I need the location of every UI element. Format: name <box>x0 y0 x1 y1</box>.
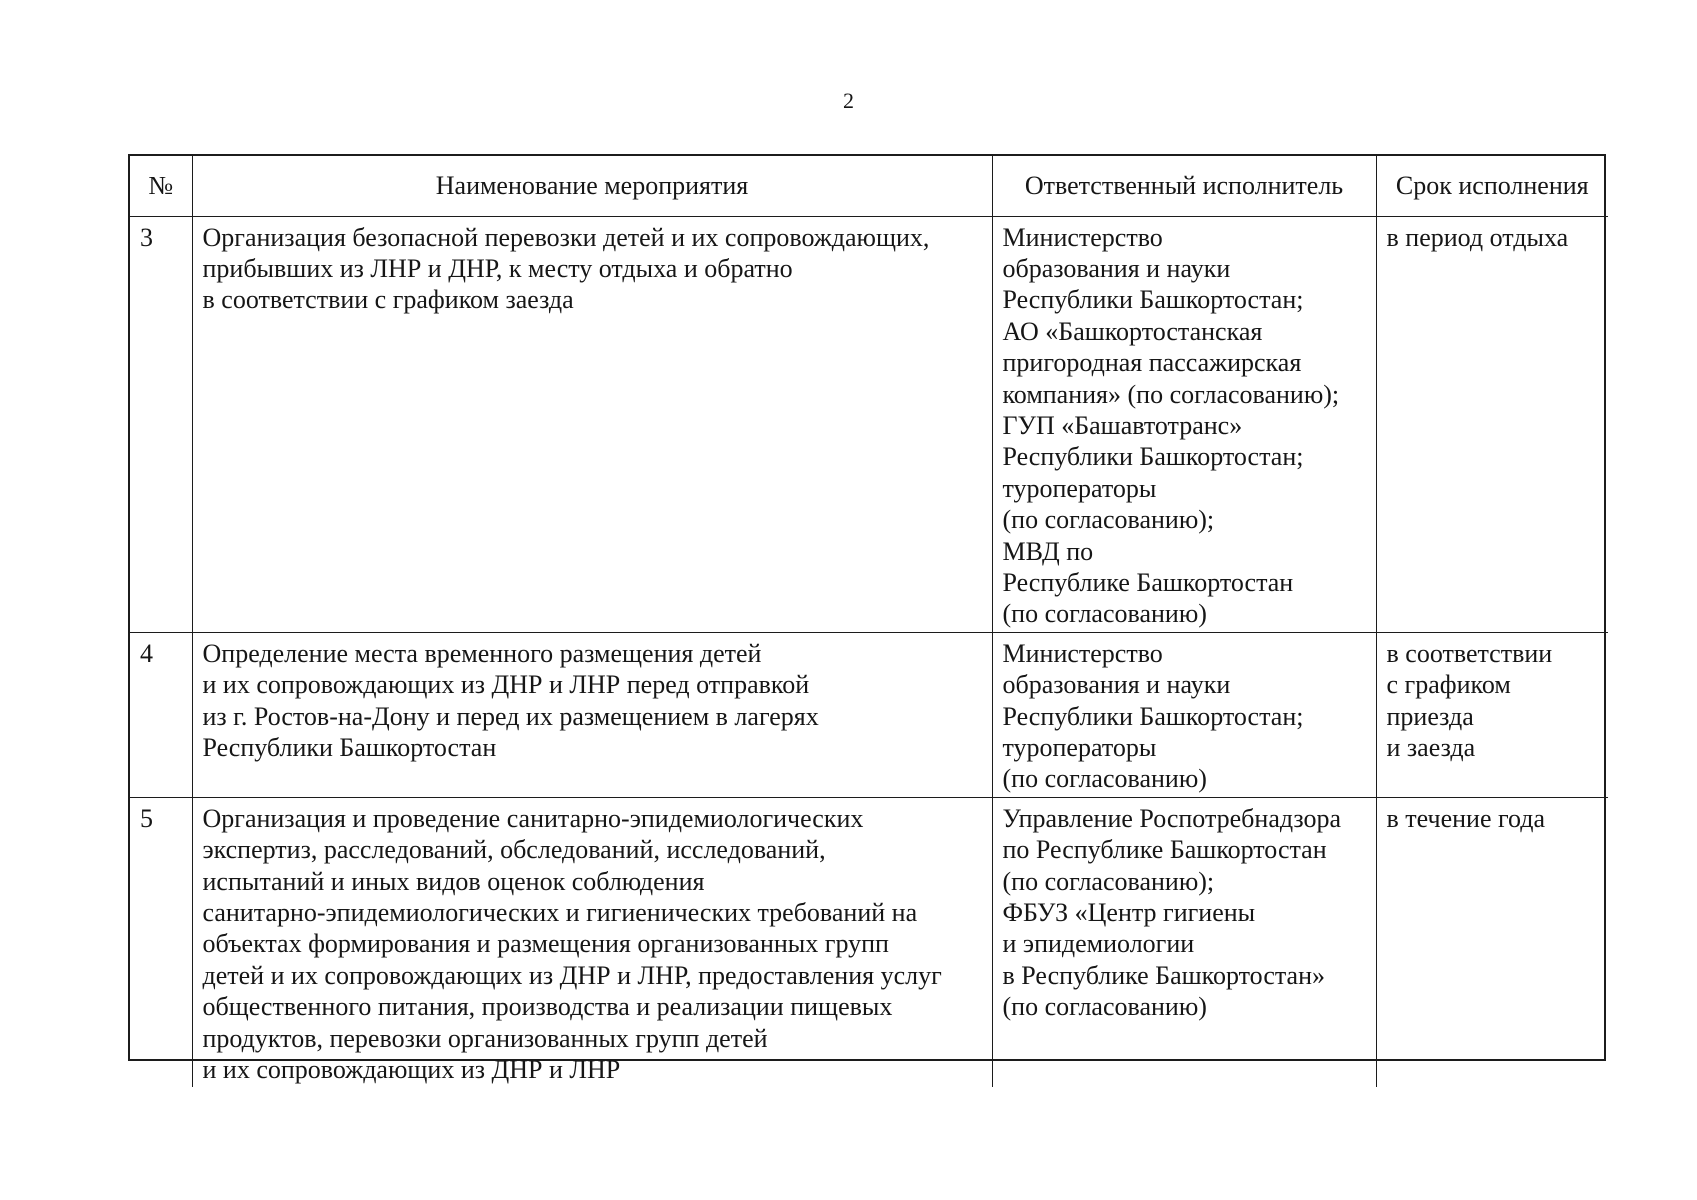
event-text-line: санитарно-эпидемиологических и гигиенических требований на <box>202 898 918 928</box>
responsible-text-line: в Республике Башкортостан» <box>1002 960 1325 990</box>
deadline-text-line: и заезда <box>1386 733 1476 762</box>
responsible-text-line: Республики Башкортостан; <box>1002 442 1304 472</box>
responsible-text-line: АО «Башкортостанская <box>1002 316 1263 346</box>
header-event-name: Наименование мероприятия <box>192 156 992 216</box>
responsible-text-line: Республике Башкортостан <box>1002 567 1294 597</box>
responsible-text-line: (по согласованию); <box>1002 505 1215 535</box>
page-number: 2 <box>843 88 854 113</box>
event-name-cell <box>192 216 992 632</box>
event-text-line: общественного питания, производства и реализации пищевых <box>202 992 893 1022</box>
responsible-text-line: МВД по <box>1002 536 1094 566</box>
deadline-cell <box>1376 632 1608 797</box>
responsible-text-line: и эпидемиологии <box>1002 929 1195 959</box>
event-text-line: прибывших из ЛНР и ДНР, к месту отдыха и обратно <box>202 253 793 283</box>
event-text-line: объектах формирования и размещения организованных групп <box>202 929 889 959</box>
event-text-line: Организация и проведение санитарно-эпидемиологических <box>202 803 864 833</box>
responsible-text-line: компания» (по согласованию); <box>1002 379 1340 409</box>
responsible-text-line: Республики Башкортостан; <box>1002 285 1304 315</box>
responsible-text-line: (по согласованию) <box>1002 992 1207 1022</box>
responsible-text-line: Министерство <box>1002 638 1163 668</box>
event-text-line: и их сопровождающих из ДНР и ЛНР перед отправкой <box>202 670 810 700</box>
responsible-text-line: (по согласованию); <box>1002 866 1215 896</box>
responsible-text-line: туроператоры <box>1002 733 1157 762</box>
event-text-line: и их сопровождающих из ДНР и ЛНР <box>202 1055 621 1085</box>
responsible-text-line: (по согласованию) <box>1002 599 1207 629</box>
event-name-cell <box>192 632 992 797</box>
activities-table <box>130 156 1608 1087</box>
responsible-text-line: Республики Башкортостан; <box>1002 701 1304 731</box>
event-text-line: Организация безопасной перевозки детей и их сопровождающих, <box>202 222 930 252</box>
responsible-text-line: Министерство <box>1002 222 1163 252</box>
deadline-text-line: приезда <box>1386 701 1474 731</box>
responsible-cell <box>992 216 1376 632</box>
header-deadline: Срок исполнения <box>1376 156 1608 216</box>
row-number: 5 <box>130 797 192 1087</box>
row-number: 3 <box>130 216 192 632</box>
responsible-text-line: пригородная пассажирская <box>1002 348 1302 378</box>
deadline-text-line: в течение года <box>1386 803 1546 833</box>
deadline-cell <box>1376 216 1608 632</box>
row-number: 4 <box>130 632 192 797</box>
event-text-line: испытаний и иных видов оценок соблюдения <box>202 866 705 896</box>
responsible-cell <box>992 632 1376 797</box>
header-number: № <box>130 156 192 216</box>
deadline-text-line: с графиком <box>1386 670 1511 700</box>
deadline-text-line: в соответствии <box>1386 638 1553 668</box>
table-row <box>130 216 1608 632</box>
event-text-line: экспертиз, расследований, обследований, исследований, <box>202 835 826 865</box>
responsible-text-line: образования и науки <box>1002 253 1231 283</box>
event-text-line: детей и их сопровождающих из ДНР и ЛНР, предоставления услуг <box>202 960 942 990</box>
event-text-line: из г. Ростов-на-Дону и перед их размещением в лагерях <box>202 701 819 731</box>
responsible-text-line: Управление Роспотребнадзора <box>1002 803 1342 833</box>
table-row <box>130 797 1608 1087</box>
event-text-line: продуктов, перевозки организованных групп детей <box>202 1023 768 1053</box>
header-responsible: Ответственный исполнитель <box>992 156 1376 216</box>
table-row <box>130 632 1608 797</box>
deadline-cell <box>1376 797 1608 1087</box>
event-text-line: в соответствии с графиком заезда <box>202 285 574 315</box>
activities-table-frame <box>128 154 1606 1085</box>
table-header-row <box>130 156 1608 216</box>
responsible-text-line: по Республике Башкортостан <box>1002 835 1327 865</box>
event-name-cell <box>192 797 992 1087</box>
responsible-text-line: туроператоры <box>1002 473 1157 503</box>
deadline-text-line: в период отдыха <box>1386 222 1569 252</box>
responsible-cell <box>992 797 1376 1087</box>
responsible-text-line: ГУП «Башавтотранс» <box>1002 410 1243 440</box>
event-text-line: Республики Башкортостан <box>202 733 497 762</box>
event-text-line: Определение места временного размещения детей <box>202 638 762 668</box>
responsible-text-line: образования и науки <box>1002 670 1231 700</box>
responsible-text-line: ФБУЗ «Центр гигиены <box>1002 898 1256 928</box>
responsible-text-line: (по согласованию) <box>1002 764 1207 794</box>
